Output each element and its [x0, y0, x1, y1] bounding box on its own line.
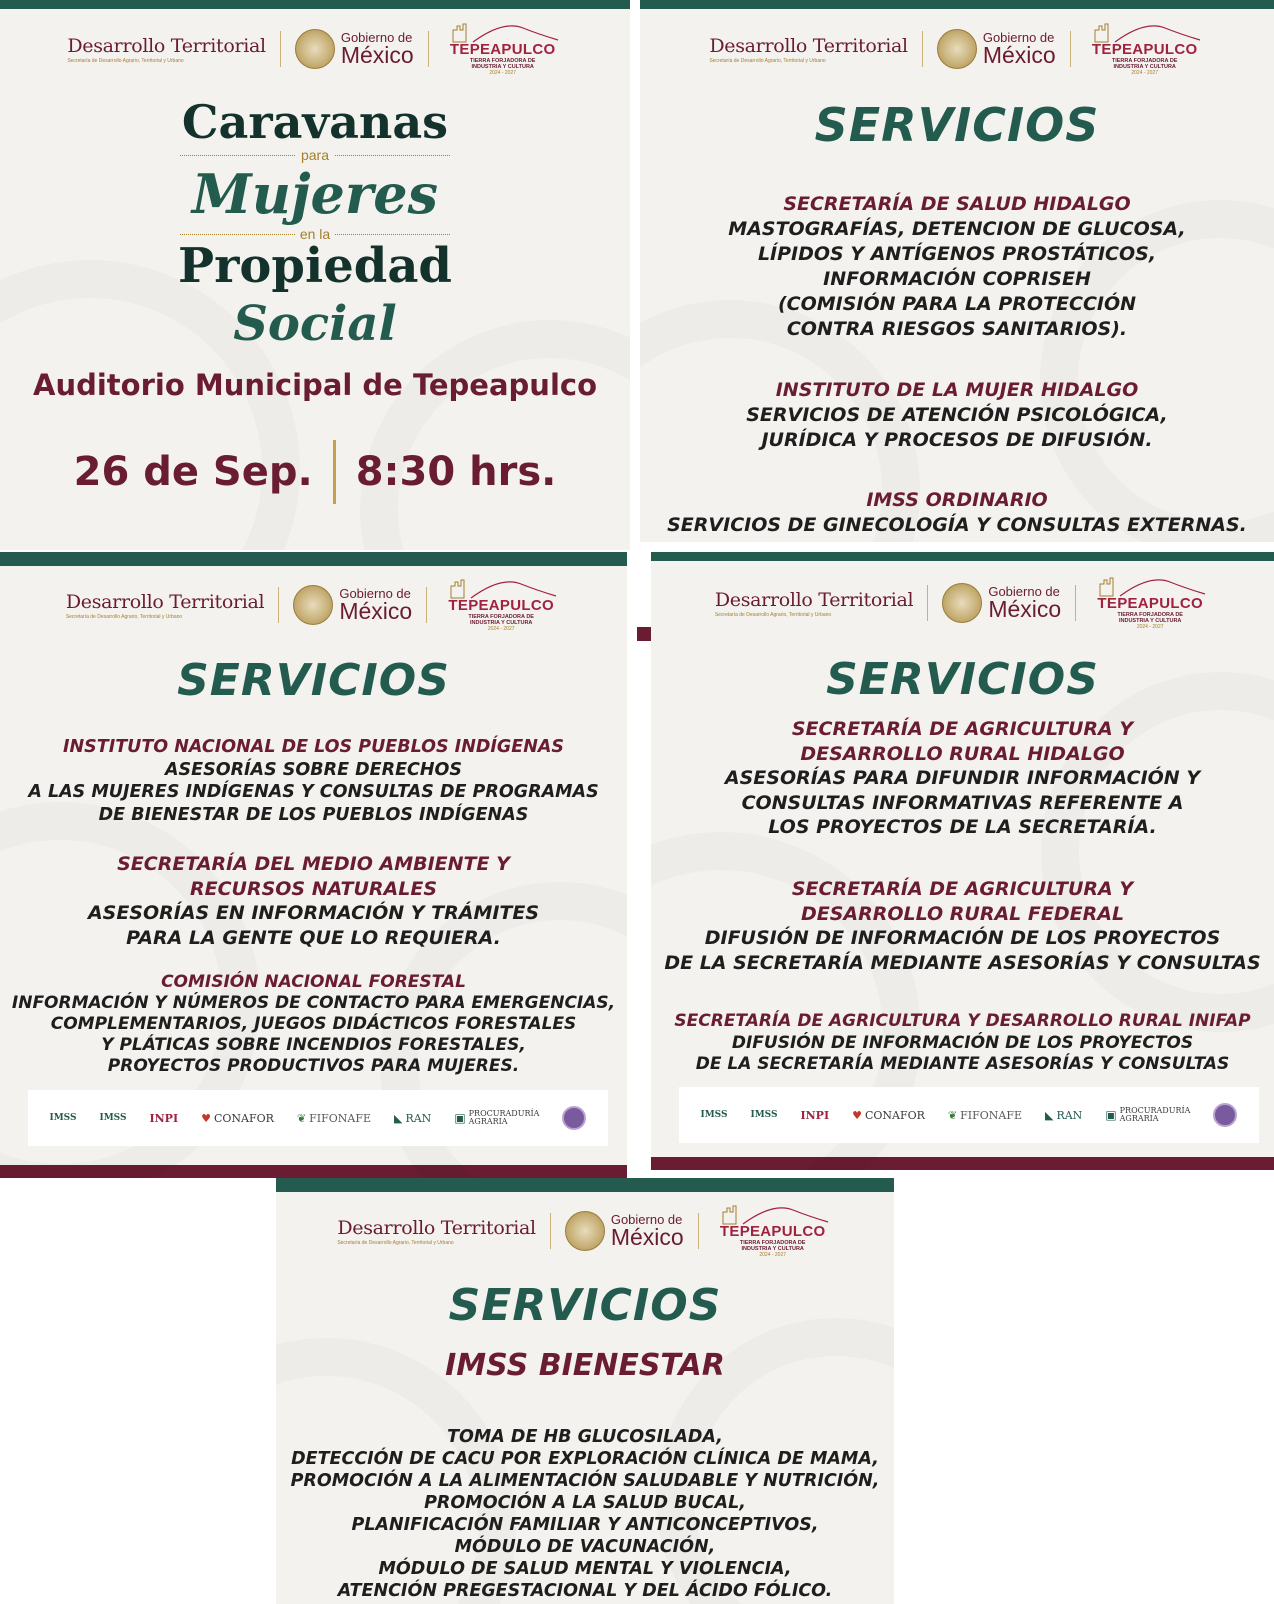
- connector-en-la: en la: [180, 226, 450, 242]
- ran-logo: ◣ RAN: [1044, 1108, 1083, 1122]
- poster-panel-services-4: [276, 1178, 894, 1604]
- desarrollo-territorial-logo: Desarrollo Territorial Secretaría de Desarrollo Agrario, Territorial y Urbano: [709, 34, 908, 64]
- service-block-conafor: COMISIÓN NACIONAL FORESTAL INFORMACIÓN Y NÚMEROS DE CONTACTO PARA EMERGENCIAS, COMPLEMENTARIOS, JUEGOS DIDÁCTICOS FORESTALES Y PLÁTICAS SOBRE INCENDIOS FORESTALES, PROYECTOS PRODUCTIVOS PARA MUJERES.: [11, 972, 616, 1076]
- pa-mark-icon: ▣: [454, 1111, 466, 1125]
- desarrollo-territorial-logo: Desarrollo Territorial Secretaría de Desarrollo Agrario, Territorial y Urbano: [65, 590, 265, 620]
- tepeapulco-logo: TEPEAPULCO TIERRA FORJADORA DE INDUSTRIA Y CULTURA 2024 - 2027: [441, 578, 561, 632]
- procuraduria-agraria-logo: ▣ PROCURADURÍA AGRARIA: [454, 1109, 540, 1126]
- service-block-imss: IMSS ORDINARIO SERVICIOS DE GINECOLOGÍA Y CONSULTAS EXTERNAS.: [667, 489, 1247, 536]
- conafor-leaf-icon: ♥: [201, 1111, 211, 1125]
- tepeapulco-logo: TEPEAPULCO TIERRA FORJADORA DE INDUSTRIA Y CULTURA 2024 - 2027: [713, 1204, 833, 1258]
- service-block-inifap: SECRETARÍA DE AGRICULTURA Y DESARROLLO RURAL INIFAP DIFUSIÓN DE INFORMACIÓN DE LOS PROYECTOS DE LA SECRETARÍA MEDIANTE ASESORÍAS Y CONSULTAS: [674, 1011, 1251, 1074]
- service-block-semarnat: SECRETARÍA DEL MEDIO AMBIENTE Y RECURSOS NATURALES ASESORÍAS EN INFORMACIÓN Y TRÁMITES PARA LA GENTE QUE LO REQUIERA.: [87, 853, 540, 949]
- pa-mark-icon: ▣: [1105, 1108, 1117, 1122]
- procuraduria-agraria-logo: ▣ PROCURADURÍA AGRARIA: [1105, 1106, 1191, 1123]
- plant-icon: ❦: [947, 1108, 958, 1122]
- fifonafe-logo: ❦ FIFONAFE: [296, 1111, 371, 1125]
- service-block-mujer: INSTITUTO DE LA MUJER HIDALGO SERVICIOS DE ATENCIÓN PSICOLÓGICA, JURÍDICA Y PROCESOS DE DIFUSIÓN.: [746, 379, 1168, 451]
- connector-para: para: [180, 147, 450, 163]
- gobierno-mexico-logo: Gobierno de México: [942, 583, 1061, 623]
- gobierno-mexico-logo: Gobierno de México: [295, 29, 414, 69]
- service-block-inpi: INSTITUTO NACIONAL DE LOS PUEBLOS INDÍGENAS ASESORÍAS SOBRE DERECHOS A LAS MUJERES INDÍGENAS Y CONSULTAS DE PROGRAMAS DE BIENESTAR DE LOS PUEBLOS INDÍGENAS: [28, 737, 599, 825]
- service-block-sader-hidalgo: SECRETARÍA DE AGRICULTURA Y DESARROLLO RURAL HIDALGO ASESORÍAS PARA DIFUNDIR INFORMACIÓN Y CONSULTAS INFORMATIVAS REFERENTE A LOS PROYECTOS DE LA SECRETARÍA.: [724, 718, 1201, 838]
- divider-marker: [637, 627, 651, 641]
- service-block-imss-bienestar: TOMA DE HB GLUCOSILADA, DETECCIÓN DE CACU POR EXPLORACIÓN CLÍNICA DE MAMA, PROMOCIÓN A LA ALIMENTACIÓN SALUDABLE Y NUTRICIÓN, PROMOCIÓN A LA SALUD BUCAL, PLANIFICACIÓN FAMILIAR Y ANTICONCEPTIVOS, MÓDULO DE VACUNACIÓN, MÓDULO DE SALUD MENTAL Y VIOLENCIA, ATENCIÓN PREGESTACIONAL Y DEL ÁCIDO FÓLICO.: [290, 1427, 880, 1601]
- title-propiedad: Propiedad: [178, 238, 452, 294]
- tepeapulco-logo: TEPEAPULCO TIERRA FORJADORA DE INDUSTRIA Y CULTURA 2024 - 2027: [443, 22, 563, 76]
- gobierno-mexico-logo: Gobierno de México: [937, 29, 1056, 69]
- tepeapulco-logo: TEPEAPULCO TIERRA FORJADORA DE INDUSTRIA Y CULTURA 2024 - 2027: [1090, 576, 1210, 630]
- imss-bienestar-title: IMSS BIENESTAR: [445, 1348, 725, 1383]
- title-caravanas: Caravanas: [181, 95, 449, 149]
- top-bar: [0, 0, 630, 9]
- header-logos: [651, 572, 1274, 634]
- desarrollo-territorial-logo: Desarrollo Territorial Secretaría de Desarrollo Agrario, Territorial y Urbano: [337, 1216, 536, 1246]
- ran-mark-icon: ◣: [393, 1111, 403, 1125]
- event-date: 26 de Sep.: [73, 449, 313, 495]
- header-logos: [0, 18, 630, 80]
- poster-panel-main: [0, 0, 630, 550]
- inpi-logo: INPI: [800, 1108, 830, 1122]
- poster-panel-services-2: [0, 552, 627, 1178]
- conafor-logo: ♥ CONAFOR: [852, 1108, 925, 1122]
- imss-bienestar-logo: IMSS: [99, 1113, 127, 1123]
- ran-mark-icon: ◣: [1044, 1108, 1054, 1122]
- plant-icon: ❦: [296, 1111, 307, 1125]
- mexico-seal-icon: [937, 29, 977, 69]
- gobierno-mexico-logo: Gobierno de México: [293, 585, 412, 625]
- poster-panel-services-3: [651, 552, 1274, 1170]
- imss-logo: IMSS: [49, 1113, 77, 1123]
- fifonafe-logo: ❦ FIFONAFE: [947, 1108, 1022, 1122]
- mexico-seal-icon: [565, 1211, 605, 1251]
- factory-mountain-icon: [443, 22, 563, 44]
- desarrollo-territorial-logo: Desarrollo Territorial Secretaría de Desarrollo Agrario, Territorial y Urbano: [67, 34, 266, 64]
- factory-mountain-icon: [713, 1204, 833, 1226]
- purple-seal-icon: [562, 1106, 586, 1130]
- factory-mountain-icon: [1090, 576, 1210, 598]
- imss-bienestar-logo: IMSS: [750, 1110, 778, 1120]
- title-mujeres: Mujeres: [191, 162, 439, 226]
- mexico-seal-icon: [295, 29, 335, 69]
- ran-logo: ◣ RAN: [393, 1111, 432, 1125]
- imss-logo: IMSS: [700, 1110, 728, 1120]
- service-block-salud: SECRETARÍA DE SALUD HIDALGO MASTOGRAFÍAS, DETENCION DE GLUCOSA, LÍPIDOS Y ANTÍGENOS PROSTÁTICOS, INFORMACIÓN COPRISEH (COMISIÓN PARA LA PROTECCIÓN CONTRA RIESGOS SANITARIOS).: [728, 193, 1186, 340]
- inpi-logo: INPI: [149, 1111, 179, 1125]
- services-heading: SERVICIOS: [177, 655, 450, 706]
- services-heading: SERVICIOS: [826, 654, 1099, 705]
- header-logos: [276, 1200, 894, 1262]
- desarrollo-territorial-logo: Desarrollo Territorial Secretaría de Desarrollo Agrario, Territorial y Urbano: [714, 588, 914, 618]
- partner-logo-strip: [28, 1090, 608, 1146]
- services-heading: SERVICIOS: [814, 98, 1100, 152]
- gobierno-mexico-logo: Gobierno de México: [565, 1211, 684, 1251]
- poster-panel-services-1: [640, 0, 1274, 542]
- partner-logo-strip: [679, 1087, 1259, 1143]
- service-block-sader-federal: SECRETARÍA DE AGRICULTURA Y DESARROLLO RURAL FEDERAL DIFUSIÓN DE INFORMACIÓN DE LOS PROYECTOS DE LA SECRETARÍA MEDIANTE ASESORÍAS Y CONSULTAS: [664, 878, 1261, 974]
- venue: Auditorio Municipal de Tepeapulco: [33, 368, 597, 402]
- title-social: Social: [233, 296, 397, 352]
- mexico-seal-icon: [942, 583, 982, 623]
- services-heading: SERVICIOS: [448, 1280, 722, 1331]
- factory-mountain-icon: [1085, 22, 1205, 44]
- purple-seal-icon: [1213, 1103, 1237, 1127]
- tepeapulco-logo: TEPEAPULCO TIERRA FORJADORA DE INDUSTRIA Y CULTURA 2024 - 2027: [1085, 22, 1205, 76]
- conafor-leaf-icon: ♥: [852, 1108, 862, 1122]
- header-logos: [0, 574, 627, 636]
- factory-mountain-icon: [441, 578, 561, 600]
- header-logos: [640, 18, 1274, 80]
- event-time: 8:30 hrs.: [355, 449, 557, 495]
- mexico-seal-icon: [293, 585, 333, 625]
- conafor-logo: ♥ CONAFOR: [201, 1111, 274, 1125]
- date-time-row: [0, 440, 630, 504]
- date-divider: [333, 440, 336, 504]
